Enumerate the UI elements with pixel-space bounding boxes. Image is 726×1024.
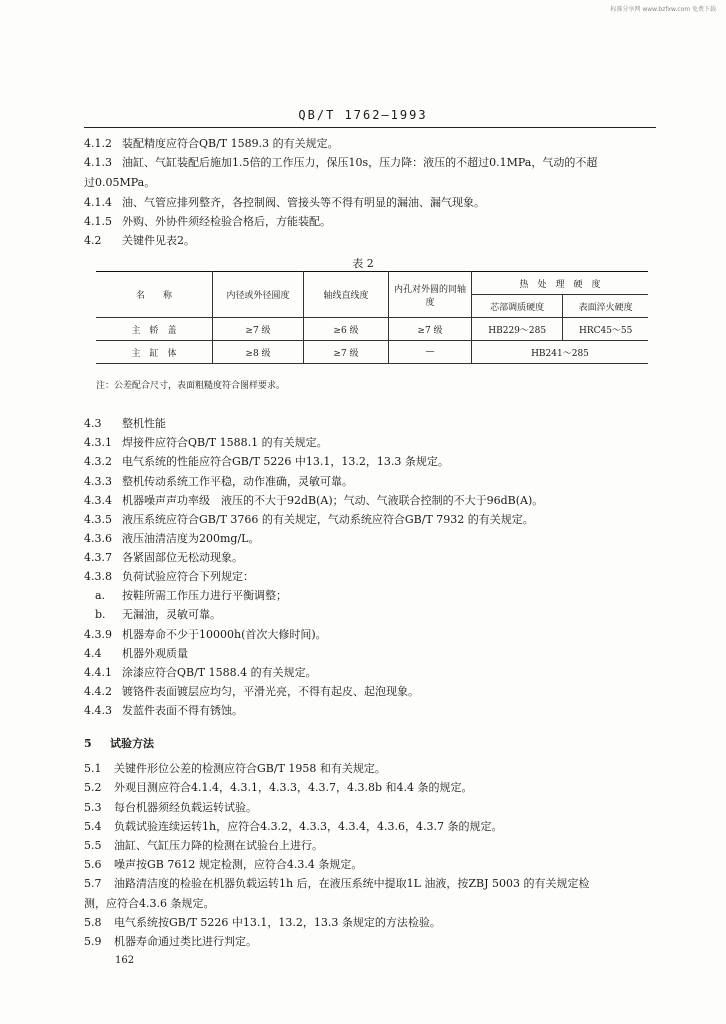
clause-line: 5.7 油路清洁度的检验在机器负载运转1h 后，在液压系统中提取1L 油液，按ZBJ 5003 的有关规定检 [84,877,590,890]
cell-name: 主 轿 盖 [96,318,213,341]
clause-line: 4.1.3 油缸、气缸装配后施加1.5倍的工作压力，保压10s，压力降：液压的不超过0.1MPa，气动的不超 [84,156,598,169]
clause-line: 5.2 外观目测应符合4.1.4，4.3.1，4.3.3，4.3.7，4.3.8b 和4.4 条的规定。 [84,781,473,794]
clause-line: 4.3.7 各紧固部位无松动现象。 [84,551,243,564]
section-heading: 4.4 机器外观质量 [84,647,188,660]
chapter-heading: 5 试验方法 [84,737,154,750]
cell-straightness: ≥6 级 [304,318,389,341]
table-caption: 表 2 [352,257,374,270]
clause-line: 5.9 机器寿命通过类比进行判定。 [84,935,257,948]
clause-line: 4.4.2 镀铬件表面镀层应均匀，平滑光亮，不得有起皮、起泡现象。 [84,685,419,698]
clause-line: 4.4.3 发蓝件表面不得有锈蚀。 [84,704,243,717]
header-rule [84,127,656,128]
cell-roundness: ≥8 级 [213,341,304,364]
clause-line: 4.1.4 油、气管应排列整齐，各控制阀、管接头等不得有明显的漏油、漏气现象。 [84,196,485,209]
cell-merged-hardness: HB241～285 [472,341,649,364]
clause-line: 5.6 噪声按GB 7612 规定检测，应符合4.3.4 条规定。 [84,858,363,871]
clause-line: 4.3.6 液压油清洁度为200mg/L。 [84,532,260,545]
key-parts-table [96,271,648,364]
cell-coaxiality: — [389,341,472,364]
header-core-hardness: 芯部调质硬度 [472,295,563,318]
clause-line: 4.1.2 装配精度应符合QB/T 1589.3 的有关规定。 [84,137,339,150]
cell-roundness: ≥7 级 [213,318,304,341]
clause-line: 5.5 油缸、气缸压力降的检测在试验台上进行。 [84,839,323,852]
clause-line: 4.4.1 涂漆应符合QB/T 1588.4 的有关规定。 [84,666,317,679]
header-surface-hardness: 表面淬火硬度 [563,295,648,318]
header-name: 名 称 [96,272,213,318]
clause-line: 4.3.3 整机传动系统工作平稳，动作准确，灵敏可靠。 [84,475,353,488]
standard-header: QB/T 1762—1993 [298,108,428,122]
cell-name: 主 缸 体 [96,341,213,364]
table-row [96,318,648,341]
header-heat-treatment: 热 处 理 硬 度 [472,272,649,295]
list-item: b. 无漏油，灵敏可靠。 [84,608,221,621]
table-note: 注：公差配合尺寸，表面粗糙度符合图样要求。 [96,381,286,391]
clause-line: 5.4 负载试验连续运转1h，应符合4.3.2，4.3.3，4.3.4，4.3.6，4.3.7 条的规定。 [84,820,503,833]
list-item: a. 按鞋所需工作压力进行平衡调整； [84,589,287,602]
clause-line: 4.3.5 液压系统应符合GB/T 3766 的有关规定，气动系统应符合GB/T 7932 的有关规定。 [84,513,534,526]
page-number: 162 [115,955,135,966]
clause-line: 4.3.1 焊接件应符合QB/T 1588.1 的有关规定。 [84,436,328,449]
clause-line: 4.3.8 负荷试验应符合下列规定： [84,570,254,583]
header-roundness: 内径或外径圆度 [213,272,304,318]
watermark: 标准分享网 www.bzfxw.com 免费下载 [610,6,716,13]
table-row [96,341,648,364]
clause-line: 5.8 电气系统按GB/T 5226 中13.1，13.2，13.3 条规定的方法检验。 [84,916,441,929]
clause-line: 5.1 关键件形位公差的检测应符合GB/T 1958 和有关规定。 [84,762,386,775]
section-heading: 4.3 整机性能 [84,417,166,430]
clause-line: 4.3.4 机器噪声声功率级 液压的不大于92dB(A)；气动、气液联合控制的不大于96dB(A)。 [84,494,544,507]
clause-line: 4.2 关键件见表2。 [84,234,195,247]
header-coaxiality: 内孔对外圆的同轴度 [389,272,472,318]
clause-line: 5.3 每台机器须经负载运转试验。 [84,801,257,814]
cell-core-hardness: HB229～285 [472,318,563,341]
cell-surface-hardness: HRC45～55 [563,318,648,341]
clause-line: 4.3.9 机器寿命不少于10000h(首次大修时间)。 [84,628,327,641]
clause-line: 4.3.2 电气系统的性能应符合GB/T 5226 中13.1，13.2，13.3 条规定。 [84,455,449,468]
clause-line: 4.1.5 外购、外协件须经检验合格后，方能装配。 [84,215,331,228]
cell-straightness: ≥7 级 [304,341,389,364]
header-straightness: 轴线直线度 [304,272,389,318]
cell-coaxiality: ≥7 级 [389,318,472,341]
clause-line: 测，应符合4.3.6 条规定。 [84,897,215,910]
clause-line: 过0.05MPa。 [84,176,156,189]
